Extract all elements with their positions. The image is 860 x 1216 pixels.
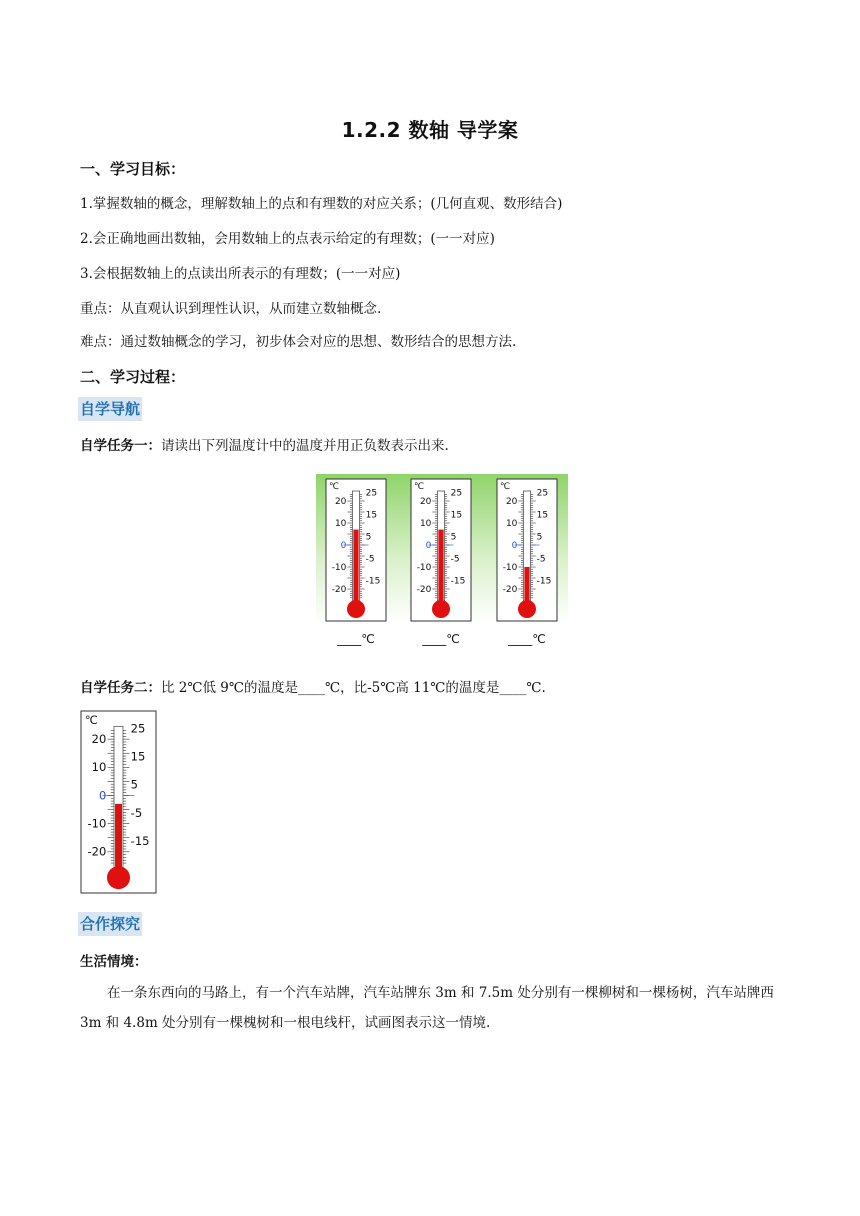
thermometer: [411, 479, 471, 646]
right-scale-label: 25: [536, 488, 549, 499]
left-scale-label: -20: [331, 585, 347, 595]
left-scale-label: -20: [416, 585, 432, 595]
task1-label: 自学任务一：: [80, 438, 161, 454]
right-scale-label: -15: [536, 576, 552, 587]
left-scale-label: -20: [502, 585, 518, 595]
left-scale-label: -10: [416, 563, 432, 573]
bulb: [518, 600, 536, 618]
thermometer: [497, 479, 557, 646]
right-scale-label: 15: [365, 510, 378, 521]
goal-item-2: 2.会正确地画出数轴，会用数轴上的点表示给定的有理数；(一一对应): [80, 231, 495, 247]
task2-line: [80, 676, 546, 696]
task2-text: 比 2℃低 9℃的温度是____℃，比-5℃高 11℃的温度是____℃.: [161, 680, 546, 696]
right-scale-label: 5: [536, 532, 543, 543]
left-scale-label: 10: [419, 519, 432, 529]
right-scale-label: 5: [450, 532, 457, 543]
answer-blank: ____℃: [422, 632, 460, 646]
left-scale-label: 0: [340, 541, 347, 551]
thermometers-figure: [316, 474, 568, 652]
key-point: 重点：从直观认识到理性认识，从而建立数轴概念.: [80, 301, 382, 317]
right-scale-label: 5: [130, 777, 139, 792]
difficulty: 难点：通过数轴概念的学习，初步体会对应的思想、数形结合的思想方法.: [80, 334, 517, 350]
right-scale-label: 25: [450, 488, 463, 499]
right-scale-label: -5: [130, 805, 143, 820]
left-scale-label: 20: [91, 732, 107, 746]
bulb: [432, 600, 450, 618]
left-scale-label: -10: [87, 816, 107, 831]
section-heading-process: 二、学习过程：: [80, 368, 186, 386]
right-scale-label: -15: [130, 833, 150, 848]
unit-label: ℃: [500, 482, 511, 492]
left-scale-label: 20: [419, 497, 432, 507]
bulb: [347, 600, 365, 618]
left-scale-label: 20: [505, 497, 518, 507]
unit-label: ℃: [414, 482, 425, 492]
left-scale-label: 0: [98, 788, 107, 803]
task1-line: [80, 434, 449, 454]
page-title: 1.2.2 数轴 导学案: [341, 118, 519, 142]
answer-blank: ____℃: [508, 632, 546, 646]
left-scale-label: 10: [334, 519, 347, 529]
left-scale-label: -10: [331, 563, 347, 573]
right-scale-label: 25: [365, 488, 378, 499]
answer-blank: ____℃: [337, 632, 375, 646]
scenario-text: 在一条东西向的马路上，有一个汽车站牌，汽车站牌东 3m 和 7.5m 处分别有一棵柳树和一棵杨树，汽车站牌西 3m 和 4.8m 处分别有一棵槐树和一根电线杆，试画图表示这一情境.: [80, 985, 774, 1031]
scenario-label: 生活情境：: [80, 954, 148, 970]
mercury-column: [353, 530, 358, 609]
goal-item-3: 3.会根据数轴上的点读出所表示的有理数；(一一对应): [80, 266, 401, 282]
tag-cooperative-inquiry: 合作探究: [78, 912, 142, 936]
left-scale-label: 0: [425, 541, 432, 551]
mercury-column: [438, 530, 443, 609]
right-scale-label: 15: [130, 749, 146, 764]
right-scale-label: 15: [536, 510, 549, 521]
right-scale-label: 25: [130, 721, 146, 736]
right-scale-label: 5: [365, 532, 372, 543]
section-heading-goals: 一、学习目标：: [80, 160, 186, 178]
thermometer: [81, 711, 156, 893]
left-scale-label: 0: [511, 541, 518, 551]
right-scale-label: -5: [536, 554, 546, 565]
left-scale-label: 10: [505, 519, 518, 529]
right-scale-label: 15: [450, 510, 463, 521]
bulb: [107, 866, 130, 889]
right-scale-label: -15: [365, 576, 381, 587]
thermometer: [326, 479, 386, 646]
left-scale-label: -20: [87, 844, 107, 859]
tag-self-study: 自学导航: [78, 397, 142, 421]
task1-text: 请读出下列温度计中的温度并用正负数表示出来.: [161, 438, 449, 454]
task2-label: 自学任务二：: [80, 680, 161, 696]
right-scale-label: -5: [450, 554, 460, 565]
left-scale-label: 10: [91, 760, 107, 775]
goal-item-1: 1.掌握数轴的概念，理解数轴上的点和有理数的对应关系；(几何直观、数形结合): [80, 196, 563, 212]
left-scale-label: 20: [334, 497, 347, 507]
left-scale-label: -10: [502, 563, 518, 573]
unit-label: ℃: [329, 482, 340, 492]
single-thermometer: [80, 710, 158, 896]
right-scale-label: -5: [365, 554, 375, 565]
unit-label: ℃: [84, 712, 98, 727]
right-scale-label: -15: [450, 576, 466, 587]
